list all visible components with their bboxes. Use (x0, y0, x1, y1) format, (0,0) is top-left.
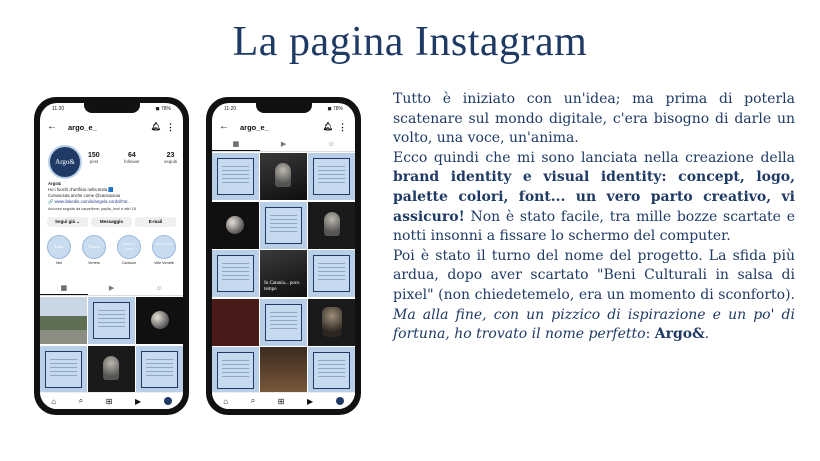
highlight-label: libri (56, 261, 62, 265)
paragraph-name (393, 247, 795, 345)
highlight-item[interactable] (81, 235, 107, 265)
post-thumbnail[interactable] (308, 202, 355, 249)
phone-notch (256, 103, 312, 113)
post-thumbnail[interactable] (260, 202, 307, 249)
tab-tagged-icon[interactable]: ☺ (327, 141, 335, 148)
stat-value: 64 (127, 152, 136, 159)
search-icon[interactable]: ⌕ (250, 396, 256, 405)
back-arrow-icon[interactable]: ← (47, 121, 57, 132)
highlight-item[interactable] (151, 235, 177, 265)
profile-actions (47, 217, 176, 227)
post-thumbnail[interactable] (308, 347, 355, 394)
more-options-icon[interactable]: ⋮ (338, 122, 347, 132)
stat-value: 150 (88, 152, 100, 159)
highlight-label: Ville Venete (154, 261, 174, 265)
profile-tabs (40, 283, 183, 296)
highlight-circle: Ville venete (152, 235, 176, 259)
post-thumbnail[interactable] (260, 153, 307, 200)
highlight-circle: Veneto (82, 235, 106, 259)
highlight-circle: Selvatico Cordoll (117, 235, 141, 259)
post-thumbnail[interactable] (308, 299, 355, 346)
description-text (393, 90, 795, 345)
add-post-icon[interactable]: ⊞ (277, 396, 285, 406)
profile-stats (88, 152, 177, 164)
paragraph-intro: Tutto è iniziato con un'idea; ma prima di poterla scatenare sul mondo digitale, c'era bisogno di darle un volto, una voce, un'anima. (393, 91, 795, 147)
text-run-italic: Ma alla fine, con un pizzico di ispirazione e un po' di fortuna, ho trovato il nome perfetto (393, 306, 795, 343)
profile-bio (48, 181, 179, 205)
status-battery: ◼ 78% (327, 106, 343, 112)
tab-tagged-icon[interactable]: ☺ (155, 285, 163, 292)
highlight-circle: Libri (47, 235, 71, 259)
profile-nav-avatar-icon[interactable] (336, 397, 344, 405)
post-thumbnail[interactable] (308, 250, 355, 297)
bio-line: Conosciuta anche come @cactussoia (48, 193, 120, 198)
text-run: Poi è stato il turno del nome del progetto. La sfida più ardua, dopo aver scartato "Beni Culturali in salsa di pixel" (non chiedetemelo, era un momento di sconforto). (393, 247, 795, 303)
post-thumbnail[interactable] (136, 297, 183, 344)
reels-icon[interactable]: ▶ (135, 396, 142, 406)
post-thumbnail[interactable] (212, 299, 259, 346)
stat-label: seguiti (163, 159, 177, 164)
profile-header (212, 121, 355, 135)
post-thumbnail[interactable] (212, 347, 259, 394)
profile-nav-avatar-icon[interactable] (164, 397, 172, 405)
post-thumbnail[interactable] (260, 250, 307, 297)
highlight-item[interactable] (116, 235, 142, 265)
post-grid (40, 297, 183, 393)
post-thumbnail[interactable] (40, 346, 87, 393)
profile-username: argo_e_ (68, 123, 97, 132)
bell-icon[interactable]: 🔔︎ (150, 122, 161, 131)
post-caption: In Catania... poco tempo (264, 281, 300, 292)
bio-link[interactable]: 🔗 www.linkedin.com/in/angela-cordoll?ut... (48, 199, 131, 204)
status-time: 11:20 (224, 106, 237, 112)
tab-reels-icon[interactable]: ▶ (108, 285, 115, 292)
text-run: Non è stato facile, tra mille bozze scartate e notti insonni a fissare lo schermo del computer. (393, 208, 795, 245)
post-thumbnail[interactable] (308, 153, 355, 200)
phone-mockup-feed (206, 97, 361, 415)
bio-line: Ho i fuochi d'artificio nella testa 🟦 (48, 187, 114, 192)
profile-header (40, 121, 183, 135)
followed-by-text[interactable]: Account seguito da carpellone, yaylla_hoo! e altri 18 (48, 207, 136, 211)
stat-following[interactable] (164, 152, 177, 164)
phone-notch (84, 103, 140, 113)
post-thumbnail[interactable] (260, 299, 307, 346)
post-thumbnail[interactable] (136, 346, 183, 393)
brand-name: Argo& (654, 326, 705, 343)
home-icon[interactable]: ⌂ (51, 396, 57, 406)
text-run: : (645, 326, 655, 343)
reels-icon[interactable]: ▶ (307, 396, 314, 406)
bottom-nav (212, 392, 355, 409)
stat-followers[interactable] (124, 152, 140, 164)
phone-screen (40, 103, 183, 409)
bottom-nav (40, 392, 183, 409)
profile-tabs (212, 139, 355, 152)
tab-reels-icon[interactable]: ▶ (280, 141, 287, 148)
highlight-label: Cardoce (121, 261, 137, 265)
profile-avatar[interactable]: Argo& (48, 145, 82, 179)
phone-mockup-profile (34, 97, 189, 415)
back-arrow-icon[interactable]: ← (219, 121, 229, 132)
post-thumbnail[interactable] (40, 297, 87, 344)
add-post-icon[interactable]: ⊞ (105, 396, 113, 406)
highlight-label: Veneto (88, 261, 100, 265)
more-options-icon[interactable]: ⋮ (166, 122, 175, 132)
following-button[interactable]: Segui già ⌄ (47, 217, 88, 227)
email-button[interactable]: E-mail (135, 217, 176, 227)
highlight-item[interactable] (46, 235, 72, 265)
profile-username: argo_e_ (240, 123, 269, 132)
post-thumbnail[interactable] (212, 153, 259, 200)
post-thumbnail[interactable] (212, 202, 259, 249)
post-thumbnail[interactable] (88, 346, 135, 393)
message-button[interactable]: Messaggio (91, 217, 132, 227)
story-highlights (46, 235, 177, 265)
post-thumbnail[interactable] (260, 347, 307, 394)
phone-screen (212, 103, 355, 409)
stat-label: follower (124, 159, 140, 164)
home-icon[interactable]: ⌂ (223, 396, 229, 406)
status-time: 11:20 (52, 106, 65, 112)
post-grid (212, 153, 355, 394)
bell-icon[interactable]: 🔔︎ (322, 122, 333, 131)
text-run: Ecco quindi che mi sono lanciata nella creazione della (393, 149, 795, 166)
status-battery: ◼ 78% (155, 106, 171, 112)
page-title: La pagina Instagram (232, 19, 588, 65)
bio-name: Argo& (48, 181, 62, 186)
stat-posts[interactable] (88, 152, 100, 164)
paragraph-identity (393, 149, 795, 247)
tab-grid-icon[interactable]: ▦ (40, 283, 88, 295)
post-thumbnail[interactable] (212, 250, 259, 297)
post-thumbnail[interactable] (88, 297, 135, 344)
text-run: . (704, 326, 710, 343)
text-run-bold: brand identity e visual identity: concept, logo, palette colori, font... un vero parto creativo, vi assicuro! (393, 169, 795, 225)
search-icon[interactable]: ⌕ (78, 396, 84, 405)
tab-grid-icon[interactable]: ▦ (212, 139, 260, 151)
stat-label: post (89, 159, 99, 164)
stat-value: 23 (166, 152, 175, 159)
